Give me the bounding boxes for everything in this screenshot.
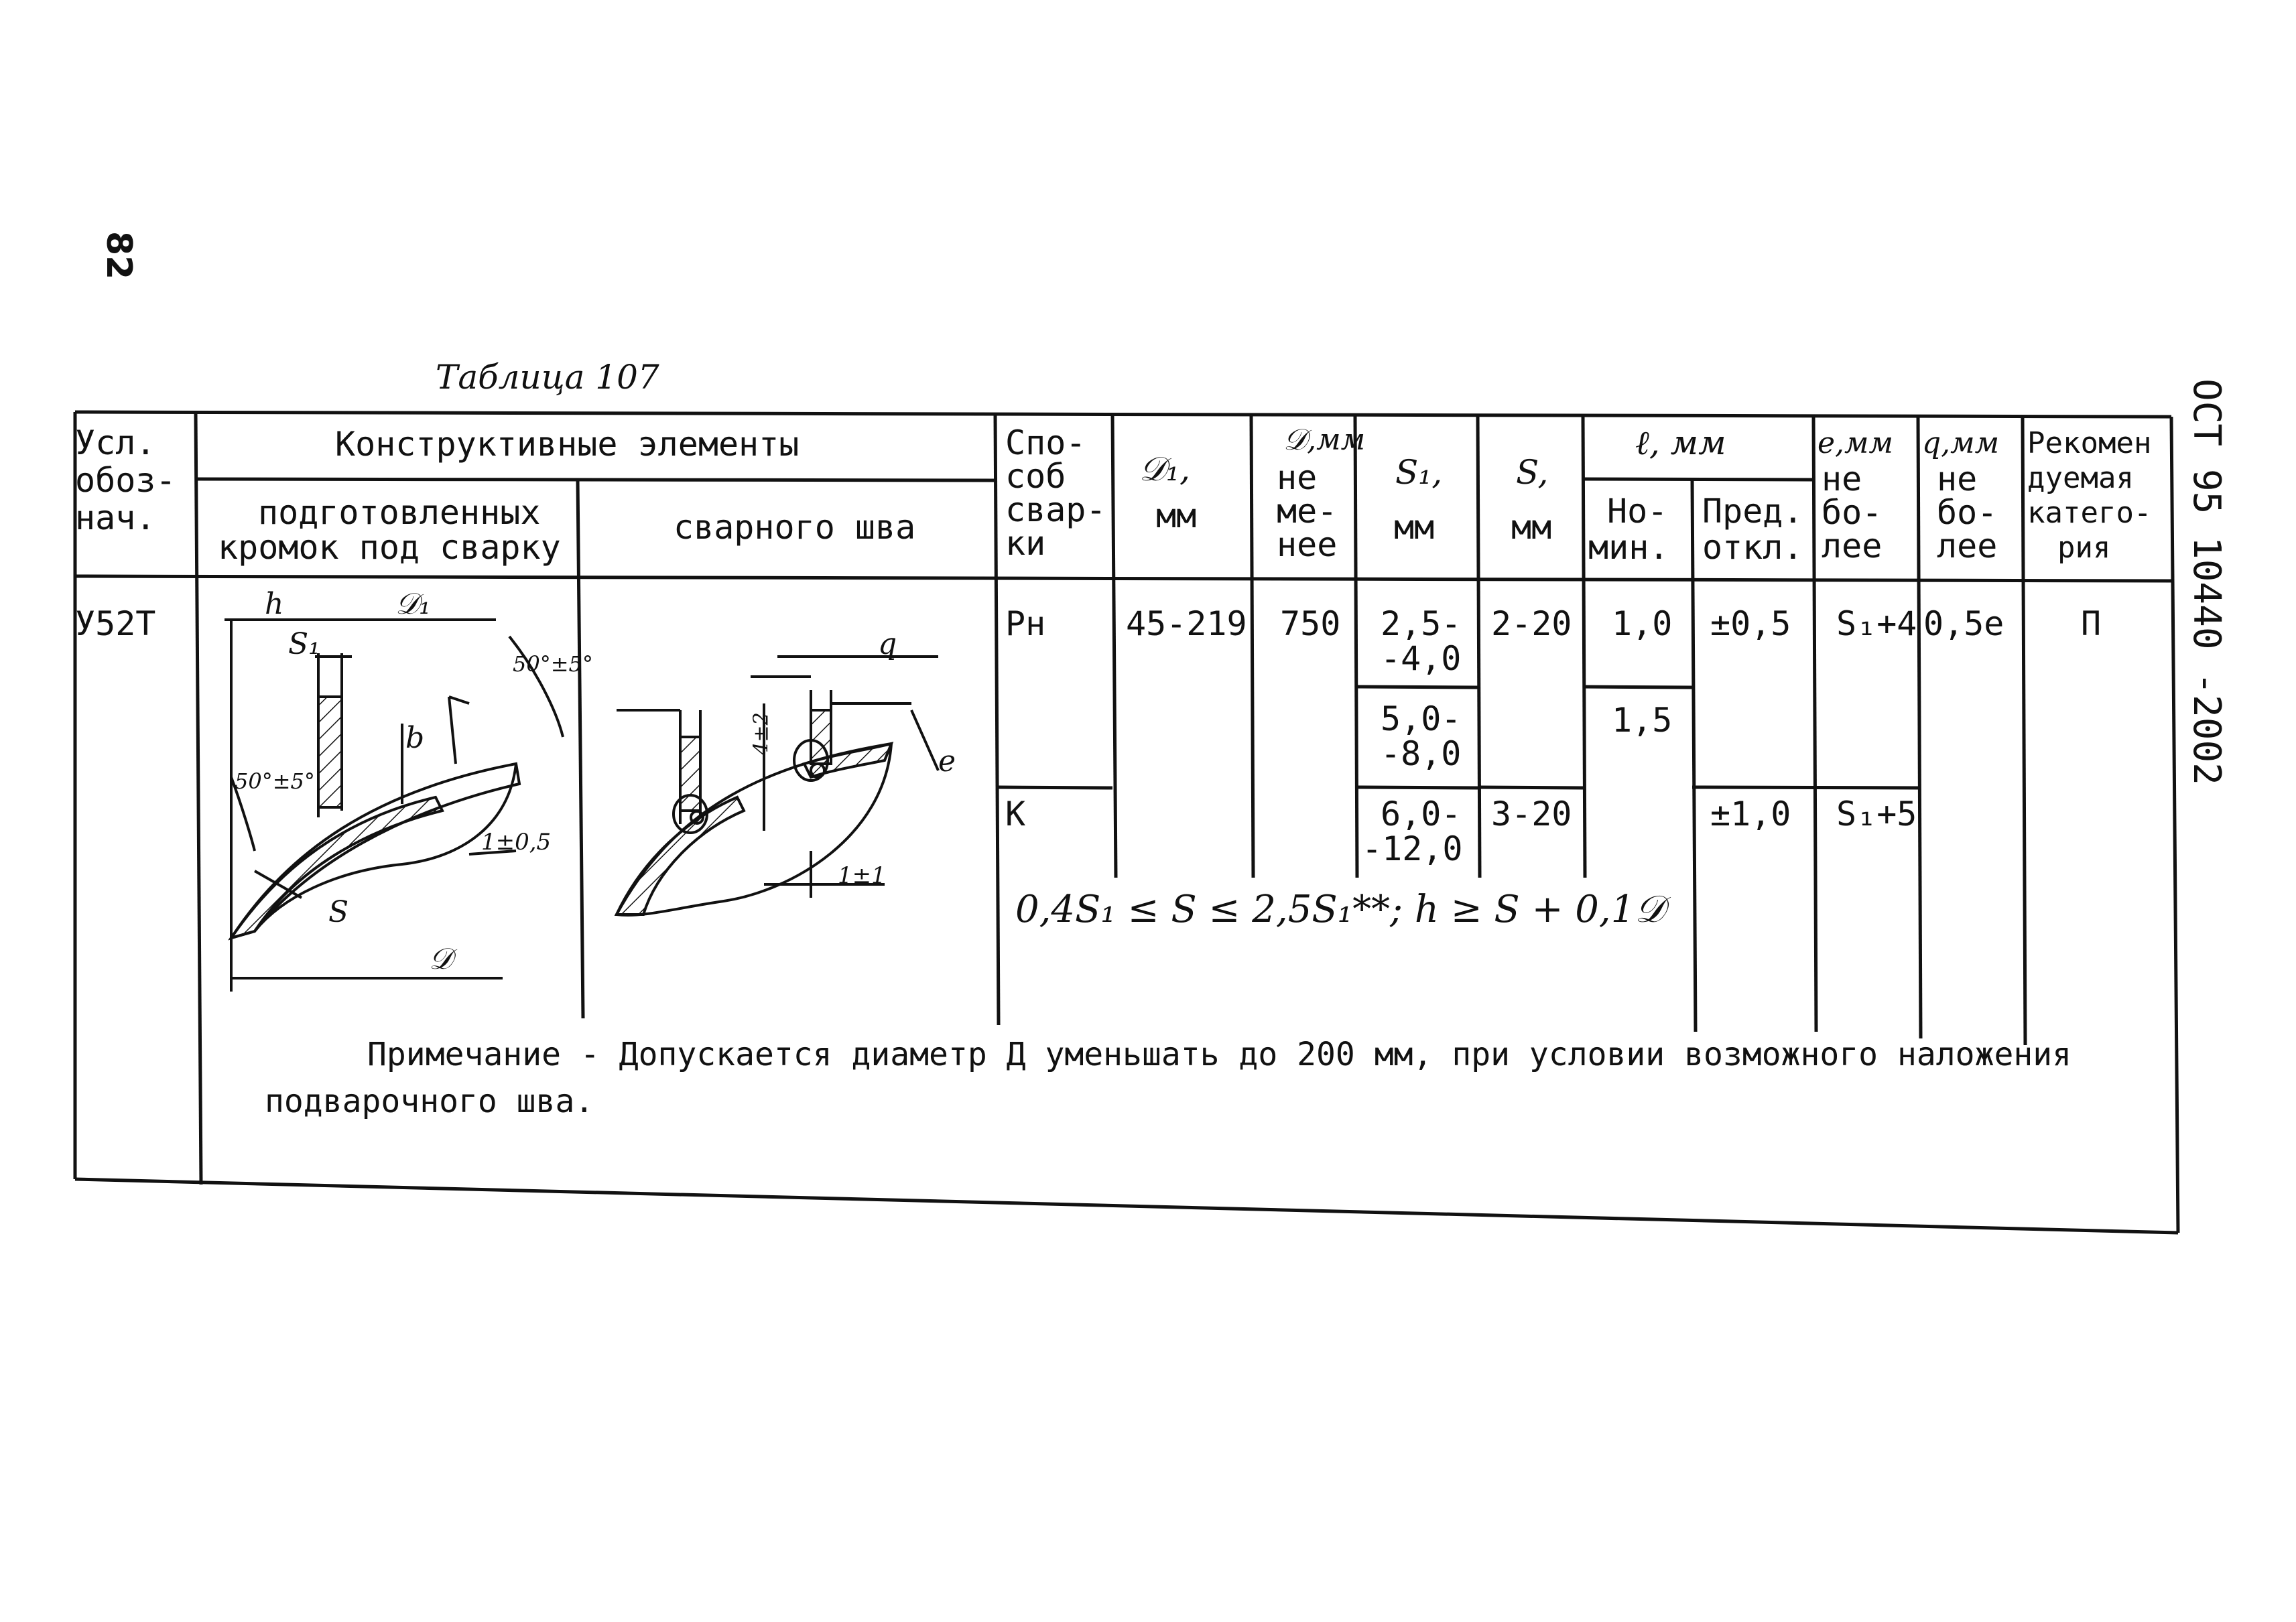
drawing2-label-q: q: [878, 627, 897, 661]
drawing1-label-angle1: 50°±5°: [513, 651, 593, 677]
row-e-2: S₁+5: [1836, 795, 1917, 833]
formula: 0,4S₁ ≤ S ≤ 2,5S₁**; h ≥ S + 0,1𝒟: [1015, 888, 1665, 931]
header-d-3: ме-: [1277, 492, 1338, 531]
header-method-3: свар-: [1005, 490, 1106, 529]
row-designation: У52Т: [75, 604, 156, 643]
header-q-3: бо-: [1937, 493, 1998, 532]
header-q-2: не: [1937, 460, 1978, 498]
drawing1-label-h: h: [265, 587, 284, 621]
header-method-2: соб: [1005, 457, 1066, 496]
row-s1-1a: 2,5-: [1381, 604, 1462, 643]
row-s-2: 3-20: [1491, 795, 1572, 833]
row-category: П: [2081, 604, 2102, 643]
header-category-1: Рекомен: [2027, 426, 2152, 460]
row-s1-2b: -8,0: [1381, 734, 1462, 773]
header-s1-1: S₁,: [1395, 453, 1443, 492]
row-s1-3a: 6,0-: [1381, 795, 1462, 833]
drawing2-label-gap: 1±1: [838, 862, 886, 889]
header-prepared-1: подготовленных: [258, 493, 541, 532]
header-q-1: q,мм: [1922, 426, 2000, 460]
header-designation-1: Усл.: [75, 423, 156, 462]
document-code: ОСТ 95 10440 -2002: [2185, 379, 2228, 785]
header-d-1: 𝒟,мм: [1283, 423, 1366, 457]
header-category-4: рия: [2057, 531, 2111, 565]
drawing1-label-s1: S₁: [288, 627, 320, 661]
row-d: 750: [1280, 604, 1341, 643]
header-s-2: мм: [1511, 508, 1552, 547]
header-d-2: не: [1277, 458, 1318, 497]
header-e-4: лее: [1822, 527, 1883, 565]
table-title: Таблица 107: [436, 358, 659, 397]
header-b-dev-2: откл.: [1702, 528, 1803, 567]
row-b-dev-1: ±0,5: [1710, 604, 1791, 643]
header-constructive: Конструктивные элементы: [335, 425, 800, 464]
row-method-1: Рн: [1005, 604, 1046, 643]
header-method-1: Спо-: [1005, 423, 1086, 462]
row-b-nom-1: 1,0: [1612, 604, 1673, 643]
row-method-2: К: [1005, 795, 1026, 833]
page-number: 82: [99, 231, 139, 280]
header-designation-3: нач.: [75, 498, 156, 537]
drawing1-label-d: 𝒟: [429, 942, 453, 976]
drawing1-label-b: b: [405, 721, 425, 755]
row-s1-1b: -4,0: [1381, 639, 1462, 678]
header-b-nom-2: мин.: [1588, 528, 1669, 567]
row-s1-2a: 5,0-: [1381, 699, 1462, 738]
header-weld: сварного шва: [674, 508, 916, 547]
header-b-nom-1: Но-: [1607, 492, 1668, 531]
header-prepared-2: кромок под сварку: [218, 528, 561, 567]
row-q: 0,5e: [1923, 604, 2004, 643]
drawing2-label-h: 4±2: [749, 712, 773, 755]
header-s-1: S,: [1516, 453, 1549, 492]
header-category-2: дуемая: [2027, 461, 2134, 495]
row-b-nom-2: 1,5: [1612, 701, 1673, 740]
row-s1-3b: -12,0: [1362, 829, 1463, 868]
header-s1-2: мм: [1394, 508, 1435, 547]
drawing2-label-e: e: [938, 744, 956, 779]
row-s-1: 2-20: [1491, 604, 1572, 643]
header-d1-2: мм: [1156, 496, 1197, 535]
drawing1-label-d1: 𝒟₁: [395, 587, 431, 621]
row-b-dev-2: ±1,0: [1710, 795, 1791, 833]
note-line-1: Примечание - Допускается диаметр Д уменьшать до 200 мм, при условии возможного наложения: [367, 1036, 2072, 1073]
header-designation-2: обоз-: [75, 461, 176, 500]
header-b: ℓ, мм: [1635, 423, 1726, 462]
header-d1-1: 𝒟₁,: [1139, 450, 1190, 488]
header-e-3: бо-: [1822, 493, 1883, 532]
note-line-2: подварочного шва.: [265, 1083, 594, 1120]
header-method-4: ки: [1005, 524, 1046, 563]
header-category-3: катего-: [2027, 496, 2152, 530]
header-b-dev-1: Пред.: [1702, 492, 1803, 531]
header-d-4: нее: [1277, 525, 1338, 564]
drawing1-label-gap: 1±0,5: [481, 829, 552, 856]
row-d1: 45-219: [1126, 604, 1247, 643]
drawing1-label-angle2: 50°±5°: [235, 768, 315, 794]
header-e-2: не: [1822, 460, 1862, 498]
header-e-1: e,мм: [1817, 426, 1893, 460]
row-e-1: S₁+4: [1836, 604, 1917, 643]
drawing1-label-s: S: [328, 895, 349, 929]
header-q-4: лее: [1937, 527, 1998, 565]
